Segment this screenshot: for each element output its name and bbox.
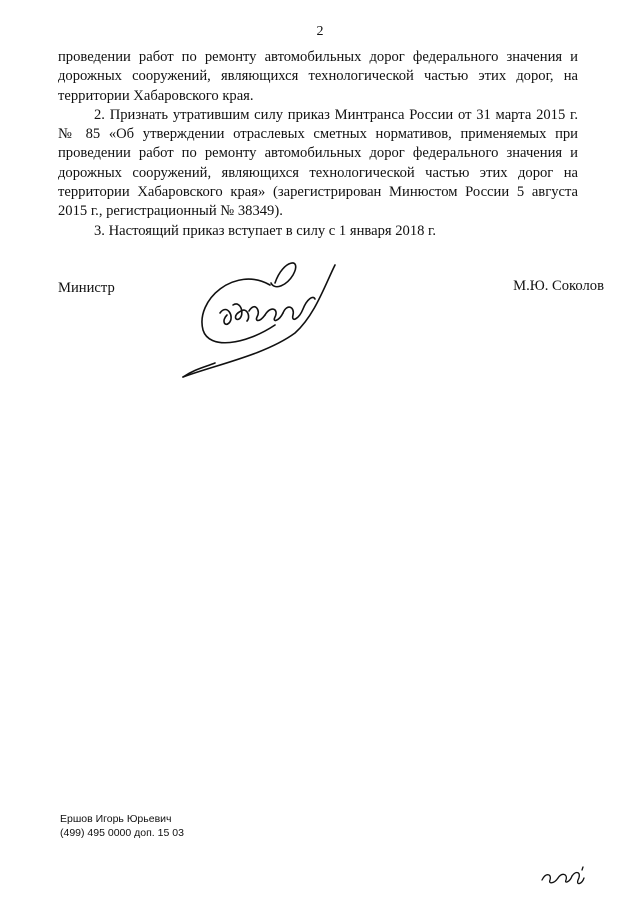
page-number: 2 bbox=[316, 24, 324, 39]
handwritten-signature bbox=[175, 245, 365, 385]
handwritten-initials-mark bbox=[538, 862, 588, 890]
paragraph-continuation: проведении работ по ремонту автомобильных дорог федерального значения и дорожных сооружений, являющихся технологической частью этих дорог, на территории Хабаровского края. bbox=[58, 49, 578, 104]
executor-phone: (499) 495 0000 доп. 15 03 bbox=[60, 827, 184, 839]
document-body bbox=[58, 48, 578, 241]
executor-info bbox=[60, 812, 184, 840]
paragraph-item-3: 3. Настоящий приказ вступает в силу с 1 января 2018 г. bbox=[94, 222, 437, 239]
signatory-title: Министр bbox=[58, 280, 115, 296]
signatory-name: М.Ю. Соколов bbox=[513, 278, 604, 294]
paragraph-item-2: 2. Признать утратившим силу приказ Минтранса России от 31 марта 2015 г. № 85 «Об утверждении отраслевых сметных нормативов, применяемых при проведении работ по ремонту автомобильных дорог федерального значения и дорожных сооружений, являющихся технологической частью этих дорог на территории Хабаровского края» (зарегистрирован Минюстом России 5 августа 2015 г., регистрационный № 38349). bbox=[58, 106, 578, 220]
executor-name: Ершов Игорь Юрьевич bbox=[60, 813, 172, 825]
